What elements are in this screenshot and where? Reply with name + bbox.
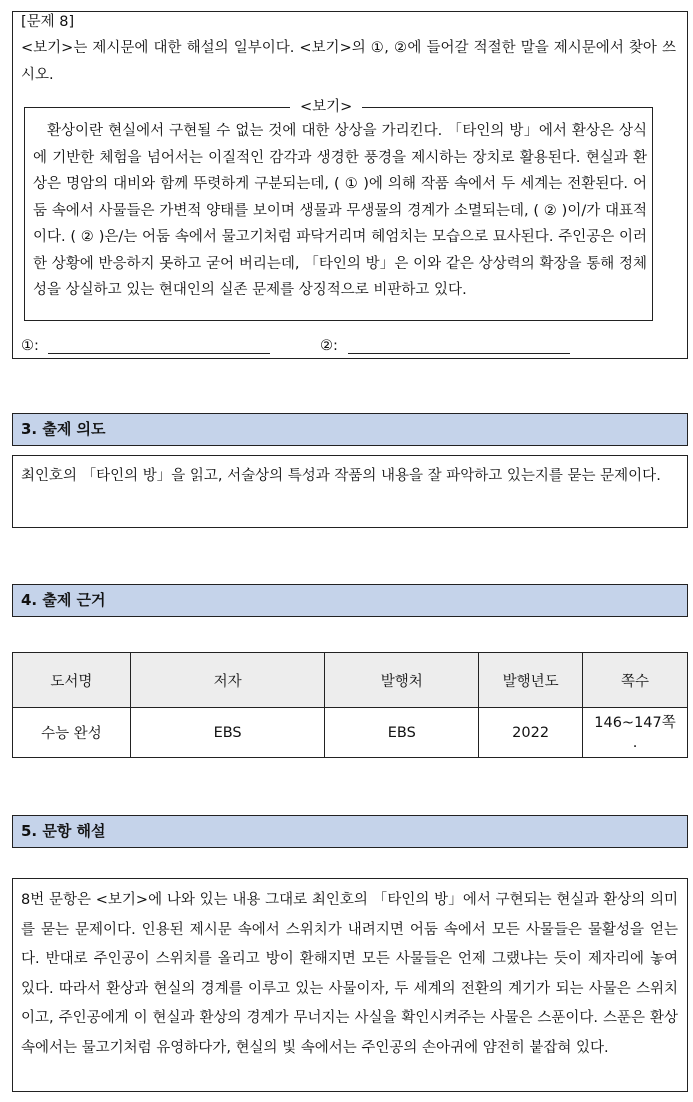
- section5-heading: 5. 문항 해설: [12, 815, 688, 848]
- question-title: [문제 8]: [21, 14, 75, 30]
- table-cell: EBS: [325, 708, 479, 758]
- table-cell: 수능 완성: [13, 708, 131, 758]
- table-header-cell: 쪽수: [583, 653, 688, 708]
- source-table: [12, 652, 688, 758]
- bogi-text: [33, 118, 647, 304]
- table-row: [13, 708, 688, 758]
- section3-body: 최인호의 「타인의 방」을 읽고, 서술상의 특성과 작품의 내용을 잘 파악하고 있는지를 묻는 문제이다.: [21, 468, 661, 484]
- table-header-cell: 발행년도: [479, 653, 583, 708]
- pages-value: 146~147쪽: [594, 714, 676, 731]
- bogi-text-content: 환상이란 현실에서 구현될 수 없는 것에 대한 상상을 가리킨다. 「타인의 방」에서 환상은 상식에 기반한 체험을 넘어서는 이질적인 감각과 생경한 풍경을 제시하는 장치로 활용된다. 현실과 환상은 명암의 대비와 함께 뚜렷하게 구분되는데, ( ① )에 의해 작품 속에서 두 세계는 전환된다. 어둠 속에서 사물들은 가변적 양태를 보이며 생물과 무생물의 경계가 소멸되는데, ( ② )이/가 대표적이다. ( ② )은/는 어둠 속에서 물고기처럼 파닥거리며 헤엄치는 모습으로 묘사된다. 주인공은 이러한 상황에 반응하지 못하고 굳어 버리는데, 「타인의 방」은 이와 같은 상상력의 확장을 통해 정체성을 상실하고 있는 현대인의 실존 문제를 상징적으로 비판하고 있다.: [33, 123, 647, 298]
- pages-wrap-dot: .: [632, 734, 638, 751]
- section3-heading: 3. 출제 의도: [12, 413, 688, 446]
- table-header-cell: 저자: [130, 653, 325, 708]
- table-header-cell: 도서명: [13, 653, 131, 708]
- answer2-line[interactable]: [348, 353, 570, 354]
- table-cell: EBS: [130, 708, 325, 758]
- answer1-line[interactable]: [48, 353, 270, 354]
- section5-body: 8번 문항은 <보기>에 나와 있는 내용 그대로 최인호의 「타인의 방」에서 구현되는 현실과 환상의 의미를 묻는 문제이다. 인용된 제시문 속에서 스위치가 내려지면 어둠 속에서 모든 사물들은 물활성을 얻는다. 반대로 주인공이 스위치를 올리고 방이 환해지면 모든 사물들은 언제 그랬냐는 듯이 제자리에 놓여 있다. 따라서 환상과 현실의 경계를 이루고 있는 사물이자, 두 세계의 전환의 계기가 되는 사물은 스위치이고, 주인공에게 이 현실과 환상의 경계가 무너지는 사실을 확인시켜주는 사물은 스푼이다. 스푼은 환상 속에서는 물고기처럼 유영하다가, 현실의 빛 속에서는 주인공의 손아귀에 얌전히 붙잡혀 있다.: [21, 892, 678, 1056]
- bogi-label: <보기>: [290, 97, 362, 117]
- table-cell: 2022: [479, 708, 583, 758]
- answer2-label: ②:: [320, 338, 338, 354]
- table-header-row: [13, 653, 688, 708]
- table-header-cell: 발행처: [325, 653, 479, 708]
- question-prompt: <보기>는 제시문에 대한 해설의 일부이다. <보기>의 ①, ②에 들어갈 적절한 말을 제시문에서 찾아 쓰시오.: [21, 40, 676, 83]
- table-cell-pages: [583, 708, 688, 758]
- answer1-label: ①:: [21, 338, 39, 354]
- section4-heading: 4. 출제 근거: [12, 584, 688, 617]
